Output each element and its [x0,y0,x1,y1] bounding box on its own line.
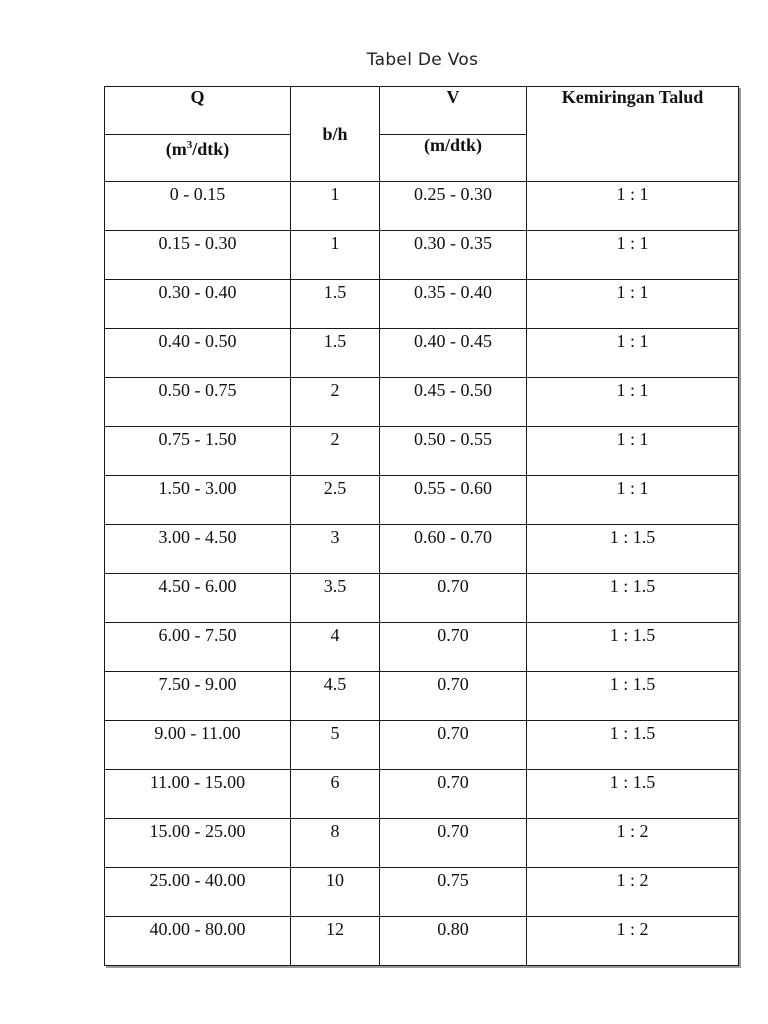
cell-slope: 1 : 1 [527,476,739,525]
cell-v: 0.70 [380,623,527,672]
cell-bh: 4 [291,623,380,672]
table-row [105,672,739,721]
table-row [105,182,739,231]
cell-slope: 1 : 1 [527,280,739,329]
cell-v: 0.70 [380,721,527,770]
cell-bh: 1 [291,182,380,231]
cell-q: 0.30 - 0.40 [105,280,291,329]
q-unit-suffix: /dtk) [192,139,230,159]
cell-v: 0.75 [380,868,527,917]
cell-slope: 1 : 1.5 [527,574,739,623]
cell-slope: 1 : 1 [527,329,739,378]
table-row [105,476,739,525]
cell-q: 0 - 0.15 [105,182,291,231]
cell-bh: 1.5 [291,280,380,329]
table-row [105,917,739,966]
cell-bh: 10 [291,868,380,917]
cell-q: 15.00 - 25.00 [105,819,291,868]
cell-bh: 5 [291,721,380,770]
cell-q: 0.75 - 1.50 [105,427,291,476]
cell-slope: 1 : 1 [527,427,739,476]
cell-q: 0.40 - 0.50 [105,329,291,378]
q-unit-superscript: 3 [186,139,193,151]
cell-slope: 1 : 1.5 [527,525,739,574]
cell-v: 0.55 - 0.60 [380,476,527,525]
cell-v: 0.30 - 0.35 [380,231,527,280]
cell-v: 0.70 [380,819,527,868]
cell-v: 0.35 - 0.40 [380,280,527,329]
table-row [105,329,739,378]
table-row [105,721,739,770]
cell-q: 40.00 - 80.00 [105,917,291,966]
table-row [105,427,739,476]
cell-slope: 1 : 1.5 [527,672,739,721]
table-row [105,525,739,574]
cell-v: 0.45 - 0.50 [380,378,527,427]
header-q-unit [105,135,291,182]
cell-slope: 1 : 1.5 [527,770,739,819]
header-row [105,87,739,135]
cell-q: 6.00 - 7.50 [105,623,291,672]
cell-bh: 12 [291,917,380,966]
cell-bh: 1 [291,231,380,280]
cell-bh: 1.5 [291,329,380,378]
de-vos-table [104,86,739,966]
cell-slope: 1 : 2 [527,819,739,868]
cell-v: 0.80 [380,917,527,966]
cell-q: 3.00 - 4.50 [105,525,291,574]
cell-v: 0.70 [380,574,527,623]
cell-bh: 2 [291,427,380,476]
table-body [105,87,739,966]
table-row [105,770,739,819]
cell-q: 9.00 - 11.00 [105,721,291,770]
header-v-unit: (m/dtk) [380,135,527,182]
table-row [105,819,739,868]
cell-v: 0.50 - 0.55 [380,427,527,476]
table-row [105,868,739,917]
cell-slope: 1 : 1 [527,231,739,280]
header-slope: Kemiringan Talud [527,87,739,182]
cell-bh: 3.5 [291,574,380,623]
cell-q: 4.50 - 6.00 [105,574,291,623]
cell-q: 7.50 - 9.00 [105,672,291,721]
cell-slope: 1 : 1 [527,182,739,231]
table-row [105,378,739,427]
cell-v: 0.60 - 0.70 [380,525,527,574]
cell-slope: 1 : 2 [527,868,739,917]
cell-slope: 1 : 2 [527,917,739,966]
header-q: Q [105,87,291,135]
cell-v: 0.70 [380,770,527,819]
page-title: Tabel De Vos [366,50,479,70]
cell-bh: 3 [291,525,380,574]
cell-v: 0.40 - 0.45 [380,329,527,378]
table-row [105,623,739,672]
cell-bh: 2.5 [291,476,380,525]
cell-q: 0.50 - 0.75 [105,378,291,427]
header-v: V [380,87,527,135]
cell-bh: 4.5 [291,672,380,721]
table-row [105,574,739,623]
table-row [105,231,739,280]
cell-q: 25.00 - 40.00 [105,868,291,917]
cell-v: 0.25 - 0.30 [380,182,527,231]
cell-bh: 8 [291,819,380,868]
cell-slope: 1 : 1 [527,378,739,427]
cell-bh: 2 [291,378,380,427]
cell-v: 0.70 [380,672,527,721]
q-unit-prefix: (m [165,139,187,159]
cell-slope: 1 : 1.5 [527,623,739,672]
cell-q: 11.00 - 15.00 [105,770,291,819]
header-bh: b/h [291,87,380,182]
cell-slope: 1 : 1.5 [527,721,739,770]
cell-q: 0.15 - 0.30 [105,231,291,280]
cell-q: 1.50 - 3.00 [105,476,291,525]
cell-bh: 6 [291,770,380,819]
table-row [105,280,739,329]
